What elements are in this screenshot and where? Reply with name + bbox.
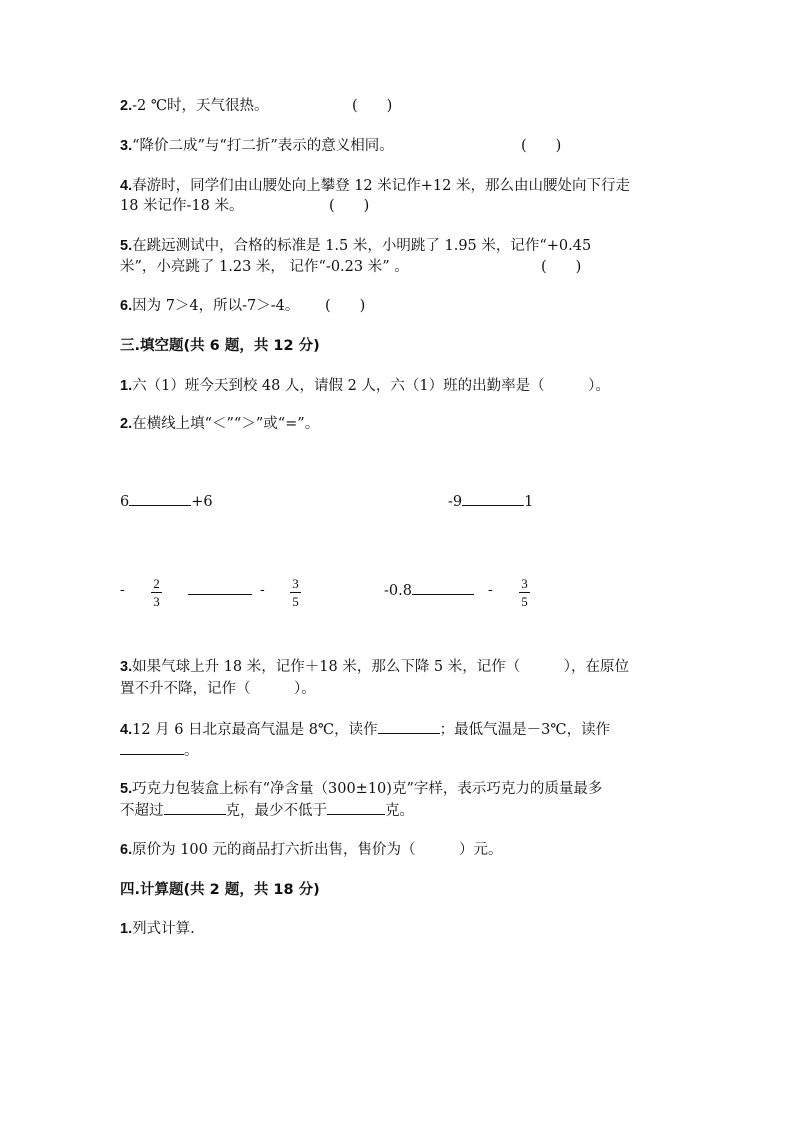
judge-question-4-line1: 4.春游时，同学们由山腰处向上攀登 12 米记作+12 米，那么由山腰处向下行走	[120, 178, 630, 194]
judge-question-4-line2: 18 米记作-18 米。	[120, 198, 244, 214]
answer-blank[interactable]	[120, 740, 184, 755]
calc-question-1: 1.列式计算.	[120, 921, 195, 937]
answer-paren[interactable]: ( )	[325, 298, 366, 314]
fraction: 3 5	[519, 576, 530, 609]
compare-left-1: 6 +6	[120, 491, 213, 512]
answer-blank[interactable]	[129, 491, 191, 506]
answer-blank[interactable]	[412, 580, 474, 595]
answer-blank[interactable]	[462, 491, 524, 506]
fill-question-1: 1.六（1）班今天到校 48 人，请假 2 人，六（1）班的出勤率是（ ）。	[120, 378, 610, 394]
answer-blank[interactable]	[164, 800, 226, 815]
fill-question-4-line2: 。	[120, 740, 199, 761]
fraction: 2 3	[151, 576, 162, 609]
section-heading: 三.填空题(共 6 题，共 12 分)	[120, 338, 320, 354]
fraction: 3 5	[290, 576, 301, 609]
answer-paren[interactable]: ( )	[352, 98, 393, 114]
judge-question-2: 2.-2 ℃时，天气很热。	[120, 98, 269, 114]
judge-question-5-line2: 米”，小亮跳了 1.23 米， 记作“-0.23 米” 。	[120, 259, 409, 275]
answer-blank[interactable]	[378, 719, 440, 734]
fill-question-4-line1: 4.12 月 6 日北京最高气温是 8℃，读作 ；最低气温是－3℃，读作	[120, 719, 610, 740]
fill-question-5-line2: 不超过 克，最少不低于 克。	[120, 800, 414, 821]
answer-paren[interactable]: ( )	[329, 198, 370, 214]
section-heading: 四.计算题(共 2 题，共 18 分)	[120, 882, 320, 898]
fill-question-2: 2.在横线上填“＜”“＞”或“=”。	[120, 416, 320, 432]
minus-sign: -	[488, 582, 493, 598]
answer-paren[interactable]: ( )	[541, 259, 582, 275]
minus-sign: -	[120, 582, 125, 598]
answer-paren[interactable]: ( )	[521, 138, 562, 154]
minus-sign: -	[260, 582, 265, 598]
answer-blank[interactable]	[188, 580, 252, 595]
fill-question-3-line2: 置不升不降，记作（ ）。	[120, 681, 316, 697]
judge-question-6: 6.因为 7＞4，所以-7＞-4。	[120, 298, 300, 314]
compare-decimal: -0.8	[384, 580, 474, 601]
fill-question-5-line1: 5.巧克力包装盒上标有“净含量（300±10)克”字样，表示巧克力的质量最多	[120, 781, 603, 797]
judge-question-5-line1: 5.在跳远测试中，合格的标准是 1.5 米，小明跳了 1.95 米，记作“+0.45	[120, 238, 592, 254]
fill-question-6: 6.原价为 100 元的商品打六折出售，售价为（ ）元。	[120, 842, 503, 858]
fill-question-3-line1: 3.如果气球上升 18 米，记作＋18 米，那么下降 5 米，记作（ ），在原位	[120, 659, 630, 675]
judge-question-3: 3.“降价二成”与“打二折”表示的意义相同。	[120, 138, 394, 154]
answer-blank[interactable]	[327, 800, 385, 815]
compare-right-1: -9 1	[448, 491, 533, 512]
